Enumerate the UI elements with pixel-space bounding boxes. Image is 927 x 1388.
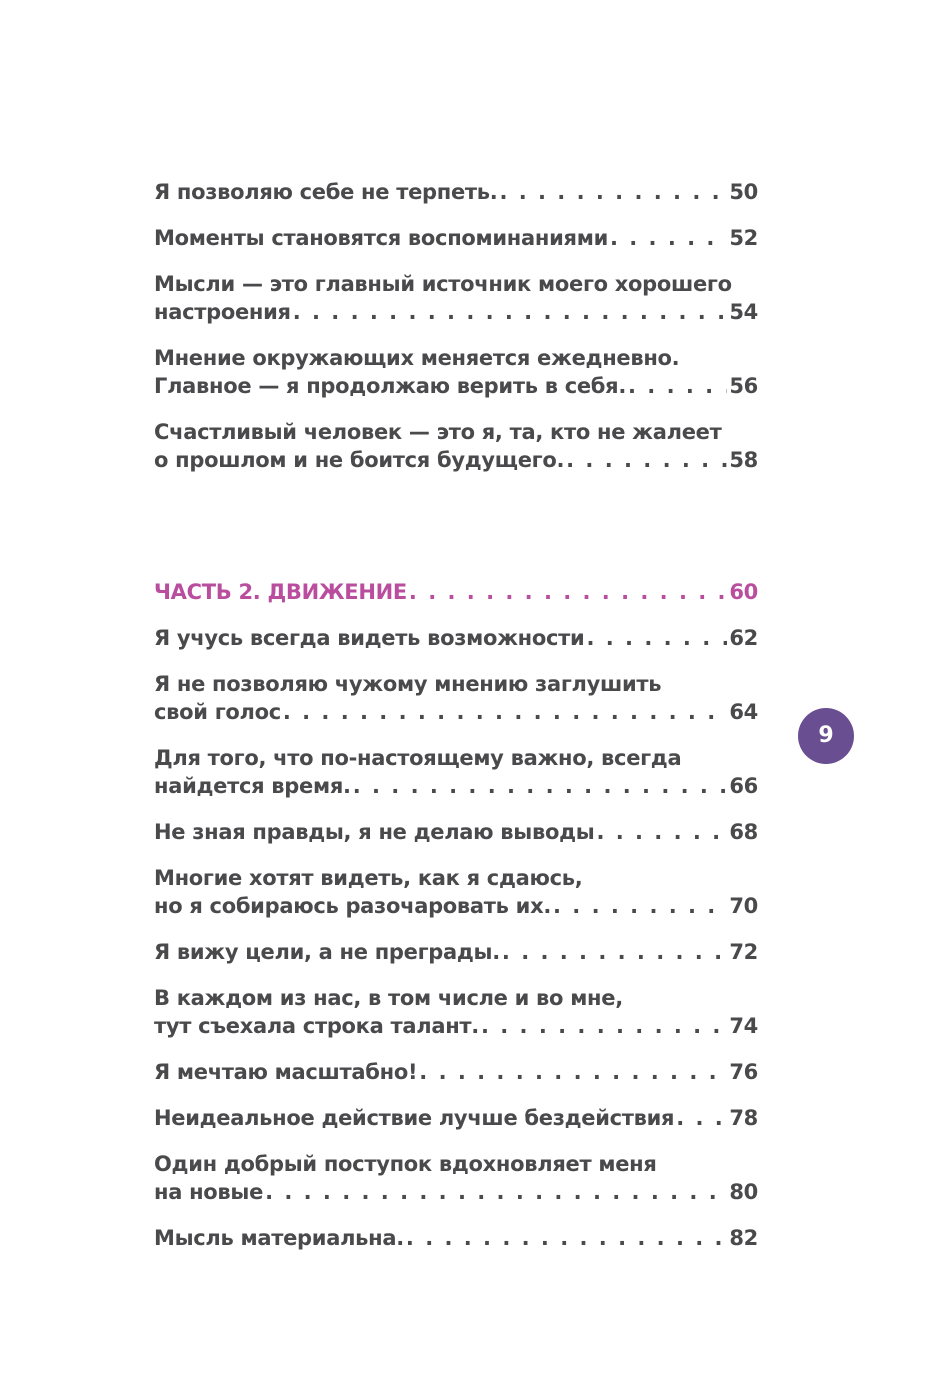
toc-page-number: 58 (729, 448, 758, 472)
toc-entry-last-line (154, 818, 758, 846)
toc-entry (154, 938, 758, 966)
toc-entry-title-line: о прошлом и не боится будущего. (154, 448, 565, 472)
toc-entry-last-line (154, 1012, 758, 1040)
toc-entry-title-line: но я собираюсь разочаровать их. (154, 894, 551, 918)
toc-entry-last-line (154, 1224, 758, 1252)
toc-entry (154, 624, 758, 652)
toc-entry-title-line: на новые (154, 1180, 264, 1204)
dot-leader (553, 892, 727, 920)
toc-page-number: 76 (729, 1060, 758, 1084)
toc-entry-title-line: Один добрый поступок вдохновляет меня (154, 1152, 657, 1176)
toc-entry-last-line (154, 372, 758, 400)
toc-entry (154, 1104, 758, 1132)
dot-leader (586, 624, 727, 652)
toc-entry-last-line (154, 1178, 758, 1206)
toc-entry (154, 670, 758, 726)
toc-entry (154, 418, 758, 474)
toc-entry-last-line (154, 624, 758, 652)
dot-leader (676, 1104, 727, 1132)
toc-entry-title-line: Я мечтаю масштабно! (154, 1060, 418, 1084)
toc-entry-title-line: Счастливый человек — это я, та, кто не жалеет (154, 420, 722, 444)
toc-entry-title-line: Для того, что по-настоящему важно, всегда (154, 746, 682, 770)
dot-leader (406, 1224, 727, 1252)
toc-entry (154, 864, 758, 920)
toc-entry-title-line: В каждом из нас, в том числе и во мне, (154, 986, 623, 1010)
toc-list-part1 (154, 178, 758, 492)
toc-entry-title-line: Моменты становятся воспоминаниями (154, 226, 608, 250)
toc-entry (154, 984, 758, 1040)
toc-entry-last-line (154, 1058, 758, 1086)
toc-entry-title-line: Я вижу цели, а не преграды. (154, 940, 500, 964)
toc-entry-title-line: Мнение окружающих меняется ежедневно. (154, 346, 680, 370)
toc-page-number: 70 (729, 894, 758, 918)
dot-leader (283, 698, 728, 726)
toc-entry-title-line: Я не позволяю чужому мнению заглушить (154, 672, 662, 696)
toc-entry-last-line (154, 698, 758, 726)
dot-leader (419, 1058, 727, 1086)
toc-entry (154, 270, 758, 326)
toc-page-number: 62 (729, 626, 758, 650)
toc-entry (154, 1058, 758, 1086)
toc-entry-title-line: Я учусь всегда видеть возможности (154, 626, 585, 650)
toc-page-number: 78 (729, 1106, 758, 1130)
dot-leader (499, 178, 727, 206)
toc-entry-last-line (154, 892, 758, 920)
dot-leader (481, 1012, 727, 1040)
toc-entry (154, 178, 758, 206)
toc-entry-last-line (154, 178, 758, 206)
toc-entry-last-line (154, 1104, 758, 1132)
toc-entry-title-line: ЧАСТЬ 2. ДВИЖЕНИЕ (154, 580, 407, 604)
toc-entry (154, 224, 758, 252)
toc-entry-title-line: Многие хотят видеть, как я сдаюсь, (154, 866, 583, 890)
toc-entry-last-line (154, 578, 758, 606)
part-heading-entry (154, 578, 758, 606)
toc-page-number: 52 (729, 226, 758, 250)
dot-leader (610, 224, 727, 252)
toc-page-number: 50 (729, 180, 758, 204)
toc-entry-last-line (154, 772, 758, 800)
toc-entry-last-line (154, 446, 758, 474)
toc-entry-title-line: тут съехала строка талант. (154, 1014, 479, 1038)
toc-entry-title-line: Мысли — это главный источник моего хорошего (154, 272, 732, 296)
toc-entry-title-line: Не зная правды, я не делаю выводы (154, 820, 595, 844)
toc-entry (154, 344, 758, 400)
toc-entry-title-line: Я позволяю себе не терпеть. (154, 180, 498, 204)
toc-page-number: 66 (729, 774, 758, 798)
toc-entry-title-line: Неидеальное действие лучше бездействия (154, 1106, 675, 1130)
dot-leader (628, 372, 727, 400)
toc-page-number: 68 (729, 820, 758, 844)
toc-page-number: 56 (729, 374, 758, 398)
toc-entry (154, 1150, 758, 1206)
dot-leader (293, 298, 728, 326)
dot-leader (502, 938, 727, 966)
toc-entry-title-line: Мысль материальна. (154, 1226, 404, 1250)
toc-entry-last-line (154, 224, 758, 252)
toc-list-part2 (154, 578, 758, 1270)
toc-entry-title-line: найдется время. (154, 774, 351, 798)
toc-entry (154, 1224, 758, 1252)
toc-entry (154, 818, 758, 846)
toc-page-number: 54 (729, 300, 758, 324)
toc-entry (154, 744, 758, 800)
toc-page-number: 72 (729, 940, 758, 964)
toc-entry-last-line (154, 298, 758, 326)
dot-leader (265, 1178, 727, 1206)
toc-page-number: 82 (729, 1226, 758, 1250)
toc-entry-last-line (154, 938, 758, 966)
dot-leader (409, 578, 727, 606)
toc-page-number: 64 (729, 700, 758, 724)
toc-page-number: 74 (729, 1014, 758, 1038)
toc-entry-title-line: настроения (154, 300, 291, 324)
toc-entry-title-line: Главное — я продолжаю верить в себя. (154, 374, 627, 398)
dot-leader (353, 772, 728, 800)
dot-leader (566, 446, 727, 474)
page-number-badge: 9 (798, 708, 854, 764)
dot-leader (596, 818, 727, 846)
toc-page-number: 60 (729, 580, 758, 604)
toc-entry-title-line: свой голос (154, 700, 281, 724)
toc-page-number: 80 (729, 1180, 758, 1204)
